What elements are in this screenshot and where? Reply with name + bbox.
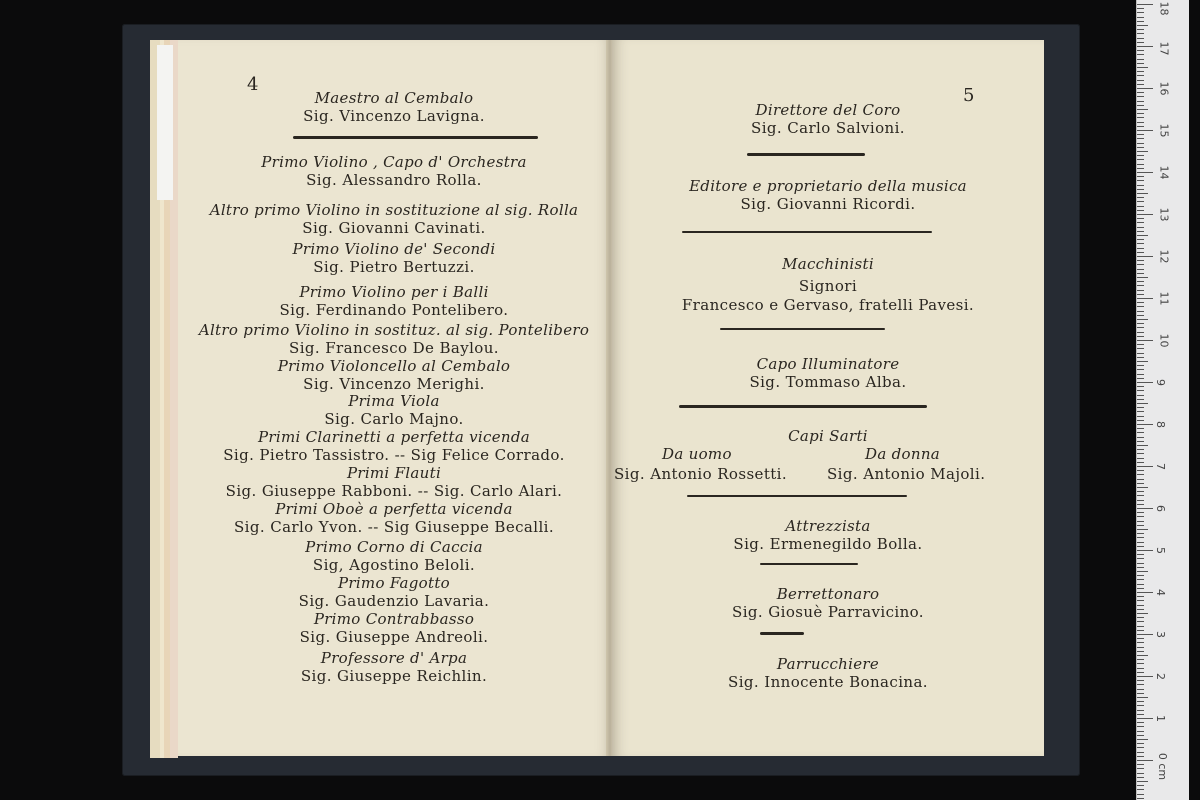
ruler-tick (1137, 537, 1144, 538)
ruler-tick (1137, 596, 1144, 597)
ruler-tick (1137, 336, 1144, 337)
entry-name: Sig. Giovanni Ricordi. (740, 194, 916, 213)
ruler-tick (1137, 710, 1144, 711)
ruler-tick (1137, 411, 1144, 412)
ruler-tick (1137, 290, 1144, 291)
ruler-number: 1 (1154, 715, 1167, 722)
page-edge-highlight (157, 45, 173, 200)
ruler-tick (1137, 353, 1144, 354)
ruler-tick (1137, 479, 1144, 480)
ruler-tick (1137, 138, 1144, 139)
entry-illuminatore (612, 356, 1044, 391)
entry-role: Altro primo Violino in sostituz. al sig. Pontelibero (198, 321, 590, 339)
entry-role: Prima Viola (348, 392, 440, 410)
ruler-tick (1137, 46, 1153, 47)
ruler-tick (1137, 256, 1153, 257)
entry-role: Altro primo Violino in sostituzione al sig. Rolla (209, 201, 579, 219)
ruler-tick (1137, 739, 1148, 740)
entry-capi-sarti (612, 428, 1044, 446)
ruler-tick (1137, 113, 1144, 114)
ruler-tick (1137, 12, 1144, 13)
ruler-tick (1137, 231, 1144, 232)
ruler-tick (1137, 521, 1144, 522)
entry-role: Professore d' Arpa (320, 649, 468, 667)
ruler-number: 10 (1157, 333, 1171, 348)
ruler-tick (1137, 676, 1153, 677)
ruler-tick (1137, 470, 1144, 471)
ruler-tick (1137, 432, 1144, 433)
ornament-divider (682, 231, 932, 233)
entry-role: Editore e proprietario della musica (689, 177, 967, 195)
entry-line: Francesco e Gervaso, fratelli Pavesi. (681, 296, 975, 315)
ruler-tick (1137, 29, 1144, 30)
ruler-tick (1137, 134, 1144, 135)
ruler-tick (1137, 777, 1144, 778)
ruler-tick (1137, 516, 1144, 517)
ruler-tick (1137, 722, 1144, 723)
sarti-right-label: Da donna (865, 445, 941, 463)
entry-name: Sig, Agostino Beloli. (312, 555, 476, 574)
ruler-tick (1137, 193, 1148, 194)
entry-name: Sig. Giuseppe Reichlin. (300, 666, 488, 685)
ruler-tick (1137, 294, 1144, 295)
ruler-tick (1137, 584, 1144, 585)
ruler-tick (1137, 642, 1144, 643)
ruler-tick (1137, 8, 1144, 9)
ruler-tick (1137, 235, 1148, 236)
ornament-divider (679, 405, 927, 408)
ruler-number: 17 (1157, 41, 1171, 56)
ruler-tick (1137, 672, 1144, 673)
ruler-tick (1137, 726, 1144, 727)
entry-name: Sig. Francesco De Baylou. (289, 338, 499, 357)
entry-altro-primo-violino (178, 202, 610, 237)
ruler-tick (1137, 445, 1148, 446)
entry-violino-balli (178, 284, 610, 319)
ruler-tick (1137, 206, 1144, 207)
ruler-tick (1137, 684, 1144, 685)
entry-parrucchiere (612, 656, 1044, 691)
entry-clarinetti (178, 429, 610, 464)
ruler-tick (1137, 71, 1144, 72)
ruler-tick (1137, 260, 1144, 261)
ruler-tick (1137, 361, 1148, 362)
entry-role: Primo Corno di Caccia (305, 538, 483, 556)
ruler-tick (1137, 59, 1144, 60)
ruler-tick (1137, 273, 1144, 274)
ruler-tick (1137, 80, 1144, 81)
ruler-tick (1137, 189, 1144, 190)
ruler-number: 14 (1157, 165, 1171, 180)
ruler-tick (1137, 201, 1144, 202)
ruler-tick (1137, 159, 1144, 160)
ruler-tick (1137, 126, 1144, 127)
sarti-left-name: Sig. Antonio Rossetti. (614, 465, 788, 483)
ruler-tick (1137, 340, 1153, 341)
ruler-tick (1137, 542, 1144, 543)
ruler-tick (1137, 705, 1144, 706)
ornament-divider (747, 153, 865, 156)
ruler-tick (1137, 218, 1144, 219)
entry-name: Sig. Carlo Salvioni. (751, 118, 905, 137)
ruler-tick (1137, 592, 1153, 593)
ruler-tick (1137, 101, 1144, 102)
ornament-dots (760, 632, 804, 635)
ruler-tick (1137, 747, 1144, 748)
ruler-tick (1137, 567, 1144, 568)
entry-contrabbasso (178, 611, 610, 646)
entry-name: Sig. Ermenegildo Bolla. (733, 534, 923, 553)
ruler-tick (1137, 399, 1144, 400)
ruler-tick (1137, 172, 1153, 173)
ruler-tick (1137, 453, 1144, 454)
ruler-tick (1137, 4, 1153, 5)
entry-role: Berrettonaro (776, 585, 880, 603)
ornament-divider (293, 136, 538, 139)
ruler-tick (1137, 306, 1144, 307)
ruler-tick (1137, 693, 1144, 694)
ruler-tick (1137, 626, 1144, 627)
ornament-divider (687, 495, 907, 497)
ruler-tick (1137, 38, 1144, 39)
ruler-tick (1137, 75, 1144, 76)
entry-role: Primo Violino per i Balli (299, 283, 489, 301)
ruler-tick (1137, 794, 1144, 795)
entry-viola (178, 393, 610, 428)
ruler-tick (1137, 752, 1144, 753)
entry-name: Sig. Giosuè Parravicino. (732, 602, 924, 621)
ruler-tick (1137, 369, 1144, 370)
entry-name: Sig. Innocente Bonacina. (728, 672, 928, 691)
ruler-tick (1137, 67, 1148, 68)
ruler-tick (1137, 407, 1144, 408)
entry-arpa (178, 650, 610, 685)
ruler-tick (1137, 155, 1144, 156)
ruler-tick (1137, 248, 1144, 249)
entry-violino-secondi (178, 241, 610, 276)
ruler-tick (1137, 743, 1144, 744)
ruler-tick (1137, 558, 1144, 559)
ruler-number: 12 (1157, 249, 1171, 264)
sarti-right-name: Sig. Antonio Majoli. (827, 465, 986, 483)
ruler-tick (1137, 143, 1144, 144)
ruler-tick (1137, 466, 1153, 467)
ruler-tick (1137, 277, 1148, 278)
ruler-number: 6 (1154, 505, 1167, 512)
ruler-tick (1137, 773, 1144, 774)
entry-name: Sig. Vincenzo Merighi. (303, 374, 485, 393)
ruler-tick (1137, 382, 1153, 383)
ruler-tick (1137, 588, 1144, 589)
entry-role: Primo Violino de' Secondi (292, 240, 496, 258)
ruler-tick (1137, 50, 1144, 51)
ruler-tick (1137, 117, 1144, 118)
ruler-tick (1137, 42, 1144, 43)
ruler-tick (1137, 311, 1144, 312)
ruler-tick (1137, 651, 1144, 652)
ruler-number: 3 (1154, 631, 1167, 638)
ruler-tick (1137, 269, 1144, 270)
entry-name: Sig. Tommaso Alba. (749, 372, 907, 391)
ruler-tick (1137, 474, 1144, 475)
ruler-number: 13 (1157, 207, 1171, 222)
entry-role: Parrucchiere (776, 655, 880, 673)
measuring-ruler (1136, 0, 1189, 800)
ruler-tick (1137, 756, 1144, 757)
ruler-tick (1137, 714, 1144, 715)
ruler-tick (1137, 575, 1144, 576)
ruler-tick (1137, 403, 1148, 404)
ruler-tick (1137, 785, 1144, 786)
entry-role: Direttore del Coro (755, 101, 901, 119)
ruler-tick (1137, 647, 1144, 648)
entry-berrettonaro (612, 586, 1044, 621)
entry-name: Sig. Alessandro Rolla. (306, 170, 482, 189)
entry-name: Sig. Carlo Majno. (324, 409, 464, 428)
ruler-tick (1137, 680, 1144, 681)
ruler-tick (1137, 437, 1144, 438)
ruler-tick (1137, 395, 1144, 396)
ruler-tick (1137, 222, 1144, 223)
ruler-tick (1137, 525, 1144, 526)
ornament-divider (720, 328, 885, 330)
ruler-tick (1137, 315, 1144, 316)
ruler-tick (1137, 487, 1148, 488)
ruler-tick (1137, 689, 1144, 690)
ruler-tick (1137, 764, 1144, 765)
entry-flauti (178, 465, 610, 500)
ruler-tick (1137, 147, 1144, 148)
ruler-tick (1137, 92, 1144, 93)
ruler-tick (1137, 252, 1144, 253)
ruler-number: 8 (1154, 421, 1167, 428)
ruler-tick (1137, 210, 1144, 211)
ruler-tick (1137, 504, 1144, 505)
ruler-tick (1137, 621, 1144, 622)
entry-role: Macchinisti (782, 255, 874, 273)
entry-role: Primi Flauti (346, 464, 442, 482)
ruler-tick (1137, 25, 1148, 26)
ruler-tick (1137, 378, 1144, 379)
ruler-tick (1137, 529, 1148, 530)
ruler-number: 7 (1154, 463, 1167, 470)
ruler-tick (1137, 109, 1148, 110)
ruler-tick (1137, 462, 1144, 463)
ruler-number: 15 (1157, 123, 1171, 138)
ruler-tick (1137, 88, 1153, 89)
ruler-tick (1137, 17, 1144, 18)
entry-role: Capi Sarti (788, 427, 868, 445)
ruler-tick (1137, 697, 1148, 698)
ruler-tick (1137, 668, 1144, 669)
ruler-tick (1137, 701, 1144, 702)
ruler-tick (1137, 105, 1144, 106)
ruler-tick (1137, 332, 1144, 333)
ruler-tick (1137, 600, 1144, 601)
ruler-tick (1137, 781, 1148, 782)
ruler-tick (1137, 365, 1144, 366)
entry-direttore-coro (612, 102, 1044, 137)
ruler-number: 16 (1157, 81, 1171, 96)
ruler-tick (1137, 21, 1144, 22)
ruler-tick (1137, 302, 1144, 303)
ruler-tick (1137, 789, 1144, 790)
ruler-tick (1137, 281, 1144, 282)
ruler-number: 4 (1154, 589, 1167, 596)
ruler-tick (1137, 449, 1144, 450)
ruler-tick (1137, 63, 1144, 64)
ruler-tick (1137, 655, 1148, 656)
ruler-tick (1137, 605, 1144, 606)
entry-name: Sig. Vincenzo Lavigna. (303, 106, 485, 125)
ruler-tick (1137, 617, 1144, 618)
ruler-tick (1137, 760, 1153, 761)
ruler-tick (1137, 483, 1144, 484)
ruler-tick (1137, 122, 1144, 123)
ruler-tick (1137, 546, 1144, 547)
entry-name: Sig. Giuseppe Rabboni. -- Sig. Carlo Alari. (225, 481, 563, 500)
ruler-tick (1137, 243, 1144, 244)
entry-role: Primo Violoncello al Cembalo (277, 357, 511, 375)
ruler-number: 18 (1157, 1, 1171, 16)
ruler-tick (1137, 197, 1144, 198)
ruler-tick (1137, 798, 1144, 799)
ruler-tick (1137, 180, 1144, 181)
ruler-tick (1137, 239, 1144, 240)
entry-name: Sig. Gaudenzio Lavaria. (298, 591, 490, 610)
sarti-left-label: Da uomo (662, 445, 732, 463)
entry-editore (612, 178, 1044, 213)
entry-maestro-cembalo (178, 90, 610, 125)
page-number-left: 4 (247, 74, 259, 95)
entry-name: Sig. Carlo Yvon. -- Sig Giuseppe Becalli. (233, 517, 555, 536)
ruler-tick (1137, 458, 1144, 459)
entry-role: Primo Contrabbasso (313, 610, 475, 628)
ruler-tick (1137, 227, 1144, 228)
ruler-tick (1137, 533, 1144, 534)
ruler-tick (1137, 579, 1144, 580)
page-number-right: 5 (963, 85, 975, 106)
ruler-tick (1137, 327, 1144, 328)
ruler-tick (1137, 731, 1144, 732)
ruler-tick (1137, 609, 1144, 610)
entry-role: Primo Violino , Capo d' Orchestra (261, 153, 527, 171)
entry-role: Maestro al Cembalo (314, 89, 474, 107)
ruler-tick (1137, 214, 1153, 215)
ruler-tick (1137, 323, 1144, 324)
ruler-number: 9 (1154, 379, 1167, 386)
entry-primo-violino (178, 154, 610, 189)
left-page (178, 40, 610, 756)
ruler-tick (1137, 508, 1153, 509)
entry-role: Primo Fagotto (337, 574, 451, 592)
entry-fagotto (178, 575, 610, 610)
entry-attrezzista (612, 518, 1044, 553)
entry-corno (178, 539, 610, 574)
ruler-tick (1137, 185, 1144, 186)
ruler-tick (1137, 500, 1144, 501)
ruler-tick (1137, 441, 1144, 442)
ruler-tick (1137, 374, 1144, 375)
ruler-tick (1137, 495, 1144, 496)
ruler-tick (1137, 298, 1153, 299)
entry-oboe (178, 501, 610, 536)
entry-name: Sig. Pietro Bertuzzi. (313, 257, 475, 276)
ruler-tick (1137, 571, 1148, 572)
ruler-tick (1137, 151, 1148, 152)
ruler-tick (1137, 613, 1148, 614)
ruler-tick (1137, 420, 1144, 421)
entry-altro-violino-sostituz (178, 322, 610, 357)
ruler-number: 5 (1154, 547, 1167, 554)
ruler-tick (1137, 491, 1144, 492)
ruler-tick (1137, 33, 1144, 34)
ruler-tick (1137, 348, 1144, 349)
entry-role: Attrezzista (785, 517, 871, 535)
ruler-tick (1137, 768, 1144, 769)
ruler-tick (1137, 357, 1144, 358)
entry-name: Sig. Ferdinando Pontelibero. (279, 300, 509, 319)
ruler-number: 2 (1154, 673, 1167, 680)
ruler-tick (1137, 164, 1144, 165)
entry-name: Sig. Pietro Tassistro. -- Sig Felice Corrado. (223, 445, 565, 464)
entry-role: Primi Clarinetti a perfetta vicenda (257, 428, 530, 446)
ruler-tick (1137, 416, 1144, 417)
ruler-tick (1137, 550, 1153, 551)
entry-name: Sig. Giuseppe Andreoli. (299, 627, 489, 646)
ruler-number: 0 cm (1156, 752, 1170, 781)
ruler-tick (1137, 319, 1148, 320)
ruler-tick (1137, 390, 1144, 391)
ruler-tick (1137, 512, 1144, 513)
ruler-tick (1137, 386, 1144, 387)
entry-line: Signori (798, 276, 858, 295)
ruler-tick (1137, 638, 1144, 639)
entry-violoncello (178, 358, 610, 393)
entry-name: Sig. Giovanni Cavinati. (302, 218, 486, 237)
ruler-tick (1137, 344, 1144, 345)
ruler-tick (1137, 563, 1144, 564)
entry-role: Capo Illuminatore (756, 355, 900, 373)
ruler-tick (1137, 168, 1144, 169)
ruler-tick (1137, 130, 1153, 131)
ruler-tick (1137, 84, 1144, 85)
ruler-tick (1137, 630, 1144, 631)
ruler-tick (1137, 424, 1153, 425)
entry-role: Primi Oboè a perfetta vicenda (275, 500, 513, 518)
ruler-tick (1137, 634, 1153, 635)
ruler-tick (1137, 176, 1144, 177)
ruler-tick (1137, 663, 1144, 664)
ruler-tick (1137, 554, 1144, 555)
ruler-tick (1137, 659, 1144, 660)
ornament-divider (760, 563, 858, 565)
ruler-number: 11 (1157, 291, 1171, 306)
ruler-tick (1137, 54, 1144, 55)
right-page (612, 40, 1044, 756)
ruler-tick (1137, 428, 1144, 429)
ruler-tick (1137, 735, 1144, 736)
ruler-tick (1137, 96, 1144, 97)
ruler-tick (1137, 285, 1144, 286)
ruler-tick (1137, 718, 1153, 719)
entry-macchinisti (612, 256, 1044, 315)
ruler-tick (1137, 264, 1144, 265)
